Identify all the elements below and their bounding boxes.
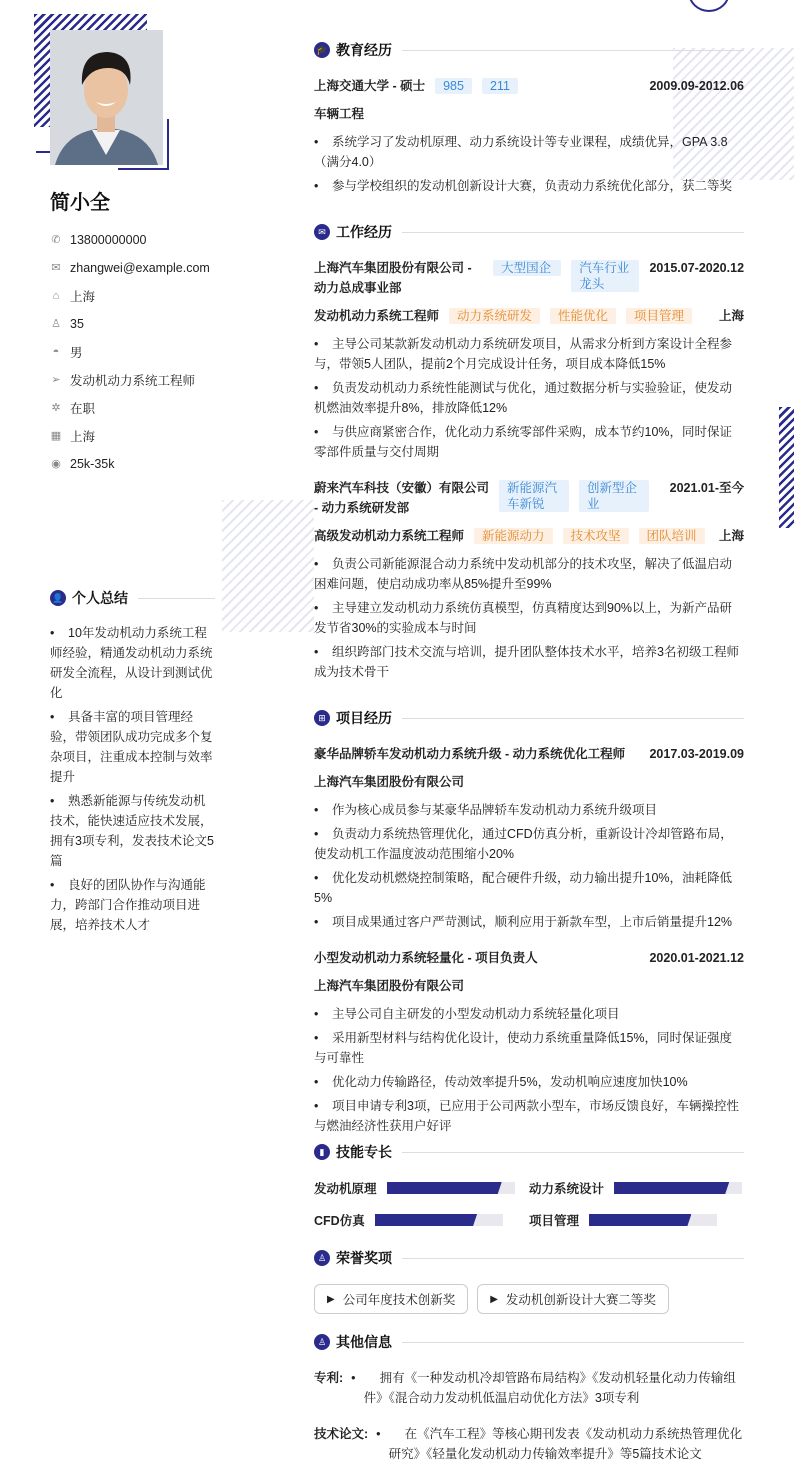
- honor-badge[interactable]: [477, 1284, 669, 1314]
- other-label: 技术论文:: [314, 1427, 369, 1441]
- user-icon: 👤: [50, 590, 66, 606]
- section-title: 个人总结: [72, 590, 128, 606]
- list-item: • 主导公司自主研发的小型发动机动力系统轻量化项目: [314, 1004, 744, 1024]
- list-item: • 参与学校组织的发动机创新设计大赛，负责动力系统优化部分，获二等奖: [314, 176, 744, 196]
- contact-item: [50, 254, 220, 282]
- other-info-row: [314, 1424, 744, 1464]
- project-entry: [314, 948, 744, 1136]
- decor-stripes: [222, 500, 314, 632]
- company-name: 蔚来汽车科技（安徽）有限公司 - 动力系统研发部: [314, 481, 490, 515]
- company-name: 上海汽车集团股份有限公司: [314, 775, 465, 789]
- work-section: [314, 220, 744, 698]
- divider: [402, 1342, 744, 1343]
- project-name: 小型发动机动力系统轻量化 - 项目负责人: [314, 951, 538, 965]
- contact-item: [50, 394, 220, 422]
- section-title: 项目经历: [336, 710, 392, 726]
- project-name: 豪华品牌轿车发动机动力系统升级 - 动力系统优化工程师: [314, 747, 626, 761]
- company-row: [314, 258, 744, 298]
- contact-item: [50, 282, 220, 310]
- list-item: • 优化动力传输路径，传动效率提升5%，发动机响应速度加快10%: [314, 1072, 744, 1092]
- other-text: 在《汽车工程》等核心期刊发表《发动机动力系统热管理优化研究》《轻量化发动机动力传输效率提升》等5篇技术论文: [388, 1427, 743, 1461]
- list-item: • 项目成果通过客户严苛测试，顺利应用于新款车型，上市后销量提升12%: [314, 912, 744, 932]
- education-section: [314, 38, 744, 200]
- project-row: [314, 744, 744, 764]
- job-title: 高级发动机动力系统工程师: [314, 529, 465, 543]
- honors-section: [314, 1246, 744, 1464]
- skill-tag: 新能源动力: [474, 528, 553, 544]
- list-item: • 项目申请专利3项，已应用于公司两款小型车，市场反馈良好，车辆操控性与燃油经济性获用户好评: [314, 1096, 744, 1136]
- list-item: • 熟悉新能源与传统发动机技术，能快速适应技术发展，拥有3项专利，发表技术论文5篇: [50, 791, 215, 871]
- date: 2009.09-2012.06: [649, 79, 744, 93]
- contact-value: 在职: [70, 402, 96, 416]
- info-icon: ♙: [314, 1334, 330, 1350]
- list-item: • 负责发动机动力系统性能测试与优化，通过数据分析与实验验证，使发动机燃油效率提升8%，排放降低12%: [314, 378, 744, 418]
- city: 上海: [718, 309, 744, 323]
- decor-stripes: [779, 407, 794, 528]
- contact-item: [50, 366, 220, 394]
- status-icon: ✲: [51, 402, 61, 414]
- bullet: •: [351, 1371, 356, 1385]
- company-tag: 大型国企: [493, 260, 561, 276]
- section-title: 其他信息: [336, 1334, 392, 1350]
- list-item: • 组织跨部门技术交流与培训，提升团队整体技术水平，培养3名初级工程师成为技术骨干: [314, 642, 744, 682]
- other-info-row: [314, 1368, 744, 1408]
- school-tag: 985: [435, 78, 472, 94]
- contact-value: 上海: [70, 430, 96, 444]
- list-item: • 主导建立发动机动力系统仿真模型，仿真精度达到90%以上，为新产品研发节省30%的实验成本与时间: [314, 598, 744, 638]
- briefcase-icon: ✉: [314, 224, 330, 240]
- project-bullets: [314, 800, 744, 932]
- contact-value: zhangwei@example.com: [70, 261, 210, 275]
- company-tag: 汽车行业龙头: [571, 260, 639, 292]
- age-icon: ♙: [51, 318, 61, 330]
- skill-bar-fill: [387, 1182, 502, 1194]
- contact-item: [50, 422, 220, 450]
- role-row: [314, 306, 744, 326]
- list-item: • 负责公司新能源混合动力系统中发动机部分的技术攻坚，解决了低温启动困难问题，使启动成功率从85%提升至99%: [314, 554, 744, 594]
- company-row: [314, 772, 744, 792]
- award-icon: ♙: [314, 1250, 330, 1266]
- honor-label: 发动机创新设计大赛二等奖: [505, 1293, 656, 1307]
- skill-item: [314, 1178, 529, 1198]
- contact-value: 13800000000: [70, 233, 147, 247]
- project-row: [314, 948, 744, 968]
- contact-item: [50, 450, 220, 478]
- company-row: [314, 478, 744, 518]
- bar-chart-icon: ▮: [314, 1144, 330, 1160]
- skill-bar-fill: [614, 1182, 729, 1194]
- school-tag: 211: [482, 78, 518, 94]
- skill-name: 动力系统设计: [529, 1182, 605, 1196]
- date: 2017.03-2019.09: [649, 747, 744, 761]
- skill-bar: [387, 1182, 515, 1194]
- date: 2015.07-2020.12: [649, 261, 745, 275]
- skill-name: CFD仿真: [314, 1214, 365, 1228]
- list-item: • 负责动力系统热管理优化，通过CFD仿真分析，重新设计冷却管路布局，使发动机工作温度波动范围缩小20%: [314, 824, 744, 864]
- job-title: 发动机动力系统工程师: [314, 309, 440, 323]
- other-text: 拥有《一种发动机冷却管路布局结构》《发动机轻量化动力传输组件》《混合动力发动机低温启动优化方法》3项专利: [363, 1371, 736, 1405]
- gender-icon: ◓: [52, 346, 60, 358]
- divider: [138, 598, 215, 599]
- project-bullets: [314, 1004, 744, 1136]
- major: 车辆工程: [314, 107, 365, 121]
- company-row: [314, 976, 744, 996]
- skill-tag: 动力系统研发: [449, 308, 540, 324]
- skill-name: 发动机原理: [314, 1182, 377, 1196]
- list-item: • 具备丰富的项目管理经验，带领团队成功完成多个复杂项目，注重成本控制与效率提升: [50, 707, 215, 787]
- divider: [402, 232, 744, 233]
- work-entry: [314, 478, 744, 682]
- work-entry: [314, 258, 744, 462]
- skill-tag: 团队培训: [639, 528, 705, 544]
- divider: [402, 50, 744, 51]
- contact-value: 35: [70, 317, 84, 331]
- skill-item: [529, 1210, 744, 1230]
- list-item: • 采用新型材料与结构优化设计，使动力系统重量降低15%，同时保证强度与可靠性: [314, 1028, 744, 1068]
- building-icon: ▦: [50, 430, 62, 442]
- salary-icon: ◉: [51, 458, 61, 470]
- summary-section: [50, 586, 215, 939]
- company-name: 上海汽车集团股份有限公司 - 动力总成事业部: [314, 261, 472, 295]
- section-title: 技能专长: [336, 1144, 392, 1160]
- divider: [402, 1152, 744, 1153]
- date: 2021.01-至今: [669, 481, 744, 495]
- skill-tag: 性能优化: [550, 308, 616, 324]
- list-item: • 主导公司某款新发动机动力系统研发项目，从需求分析到方案设计全程参与，带领5人团队，提前2个月完成设计任务，项目成本降低15%: [314, 334, 744, 374]
- contact-item: [50, 226, 220, 254]
- role-row: [314, 526, 744, 546]
- contact-list: [50, 226, 220, 478]
- education-list: [314, 132, 744, 196]
- honor-label: 公司年度技术创新奖: [342, 1293, 456, 1307]
- school-name: 上海交通大学 - 硕士: [314, 79, 426, 93]
- contact-value: 上海: [70, 290, 96, 304]
- list-item: • 10年发动机动力系统工程师经验，精通发动机动力系统研发全流程，从设计到测试优化: [50, 623, 215, 703]
- company-tag: 新能源汽车新锐: [499, 480, 569, 512]
- work-bullets: [314, 334, 744, 462]
- other-label: 专利:: [314, 1371, 344, 1385]
- play-icon: ▶: [490, 1293, 498, 1305]
- send-icon: ➢: [51, 374, 61, 386]
- play-icon: ▶: [327, 1293, 335, 1305]
- contact-item: [50, 310, 220, 338]
- list-item: • 优化发动机燃烧控制策略，配合硬件升级，动力输出提升10%，油耗降低5%: [314, 868, 744, 908]
- mail-icon: ✉: [51, 262, 61, 274]
- city: 上海: [718, 529, 744, 543]
- section-title: 教育经历: [336, 42, 392, 58]
- grid-icon: ⊞: [314, 710, 330, 726]
- skill-bar-fill: [375, 1214, 477, 1226]
- section-title: 工作经历: [336, 224, 392, 240]
- contact-value: 发动机动力系统工程师: [70, 374, 196, 388]
- company-tag: 创新型企业: [579, 480, 649, 512]
- projects-section: [314, 706, 744, 1152]
- skill-name: 项目管理: [529, 1214, 580, 1228]
- list-item: • 良好的团队协作与沟通能力，跨部门合作推动项目进展，培养技术人才: [50, 875, 215, 935]
- skill-bar: [614, 1182, 742, 1194]
- phone-icon: ✆: [51, 234, 61, 246]
- company-name: 上海汽车集团股份有限公司: [314, 979, 465, 993]
- skill-tag: 技术攻坚: [563, 528, 629, 544]
- skills-section: [314, 1140, 744, 1230]
- skill-tag: 项目管理: [626, 308, 692, 324]
- decor-circle: [688, 0, 730, 12]
- avatar-photo: [50, 30, 163, 165]
- bullet: •: [376, 1427, 381, 1441]
- summary-list: [50, 623, 215, 935]
- divider: [402, 1258, 744, 1259]
- skill-bar: [589, 1214, 717, 1226]
- skill-bar: [375, 1214, 503, 1226]
- list-item: • 系统学习了发动机原理、动力系统设计等专业课程，成绩优异，GPA 3.8（满分4.0）: [314, 132, 744, 172]
- home-icon: ⌂: [52, 290, 60, 302]
- list-item: • 与供应商紧密合作，优化动力系统零部件采购，成本节约10%，同时保证零部件质量与交付周期: [314, 422, 744, 462]
- skill-item: [314, 1210, 529, 1230]
- list-item: • 作为核心成员参与某豪华品牌轿车发动机动力系统升级项目: [314, 800, 744, 820]
- project-entry: [314, 744, 744, 932]
- skill-item: [529, 1178, 744, 1198]
- candidate-name: 简小全: [50, 192, 110, 214]
- date: 2020.01-2021.12: [649, 951, 744, 965]
- contact-value: 男: [70, 346, 83, 360]
- divider: [402, 718, 744, 719]
- work-bullets: [314, 554, 744, 682]
- contact-value: 25k-35k: [70, 457, 115, 471]
- contact-item: [50, 338, 220, 366]
- honor-badge[interactable]: [314, 1284, 468, 1314]
- section-title: 荣誉奖项: [336, 1250, 392, 1266]
- skill-bar-fill: [589, 1214, 691, 1226]
- graduation-cap-icon: 🎓: [314, 42, 330, 58]
